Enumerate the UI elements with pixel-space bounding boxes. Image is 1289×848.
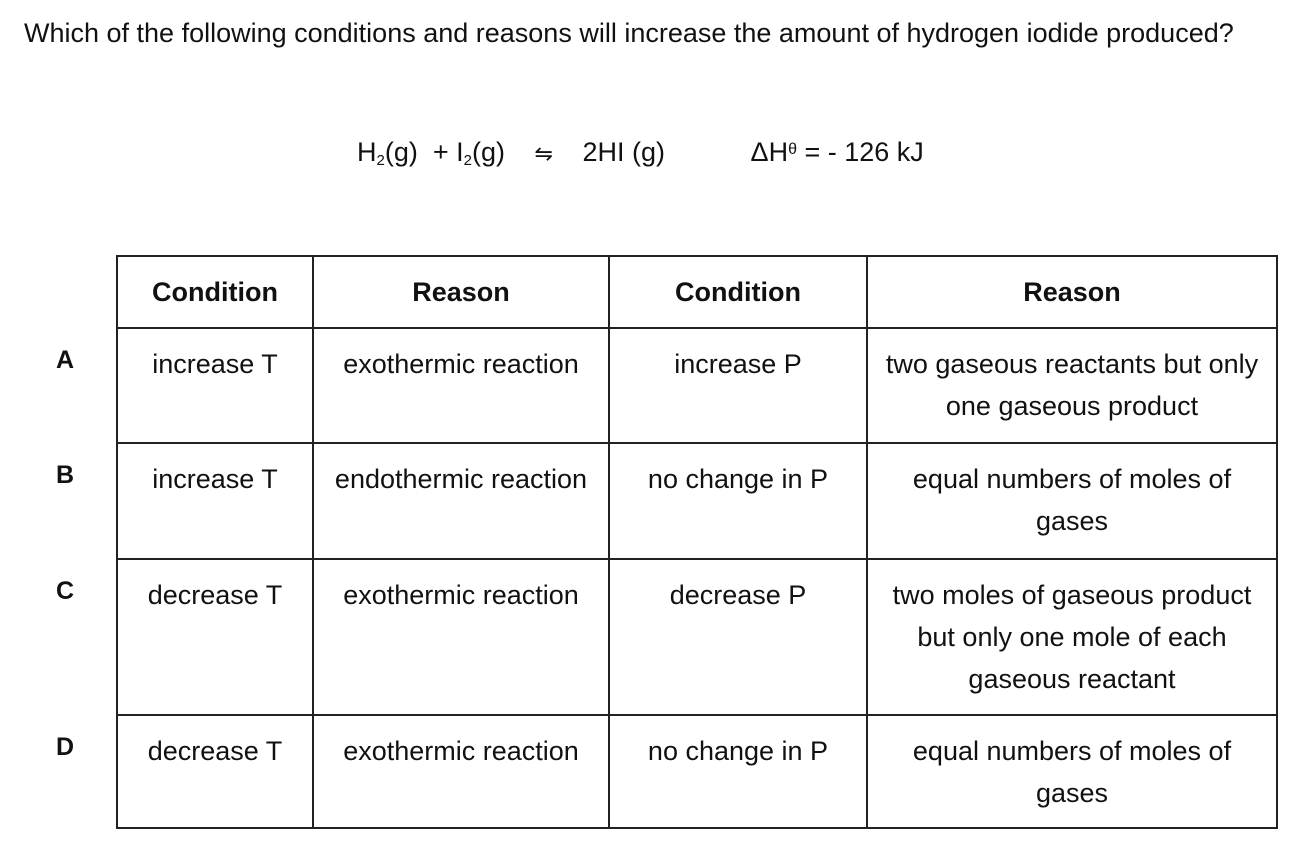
question-text: Which of the following conditions and reasons will increase the amount of hydrogen iodide produced?	[24, 18, 1234, 48]
table-cell: exothermic reaction	[313, 559, 609, 715]
table-cell: equal numbers of moles of gases	[867, 715, 1277, 828]
option-label-a[interactable]: A	[56, 346, 75, 374]
table-cell: two moles of gaseous product but only one mole of each gaseous reactant	[867, 559, 1277, 715]
table-cell: endothermic reaction	[313, 443, 609, 559]
answer-options-table	[116, 255, 1278, 829]
table-row	[117, 328, 1277, 443]
table-cell: increase P	[609, 328, 867, 443]
table-cell: exothermic reaction	[313, 715, 609, 828]
table-cell: increase T	[117, 328, 313, 443]
table-cell: decrease P	[609, 559, 867, 715]
table-cell: no change in P	[609, 443, 867, 559]
header-reason-temperature: Reason	[313, 256, 609, 328]
enthalpy-change: $\Delta H^\theta$ = - 126 kJ	[750, 137, 924, 167]
table-cell: increase T	[117, 443, 313, 559]
table-cell: equal numbers of moles of gases	[867, 443, 1277, 559]
equilibrium-arrow-icon: ⇋	[534, 141, 553, 166]
table-header-row	[117, 256, 1277, 328]
table-row	[117, 715, 1277, 828]
table-row	[117, 443, 1277, 559]
table-cell: decrease T	[117, 715, 313, 828]
table-row	[117, 559, 1277, 715]
header-reason-pressure: Reason	[867, 256, 1277, 328]
chemical-equation	[357, 133, 924, 173]
table-cell: two gaseous reactants but only one gaseous product	[867, 328, 1277, 443]
reactant-hydrogen: $H_2(g)$	[357, 137, 418, 169]
option-label-d[interactable]: D	[56, 733, 75, 761]
header-condition-temperature: Condition	[117, 256, 313, 328]
table-cell: no change in P	[609, 715, 867, 828]
table-cell: decrease T	[117, 559, 313, 715]
reactant-iodine: $I_2(g)$	[456, 137, 506, 169]
table-cell: exothermic reaction	[313, 328, 609, 443]
header-condition-pressure: Condition	[609, 256, 867, 328]
plus-sign: +	[432, 137, 449, 167]
option-label-c[interactable]: C	[56, 577, 75, 605]
option-label-b[interactable]: B	[56, 461, 75, 489]
product-hydrogen-iodide: 2HI (g)	[582, 137, 666, 167]
